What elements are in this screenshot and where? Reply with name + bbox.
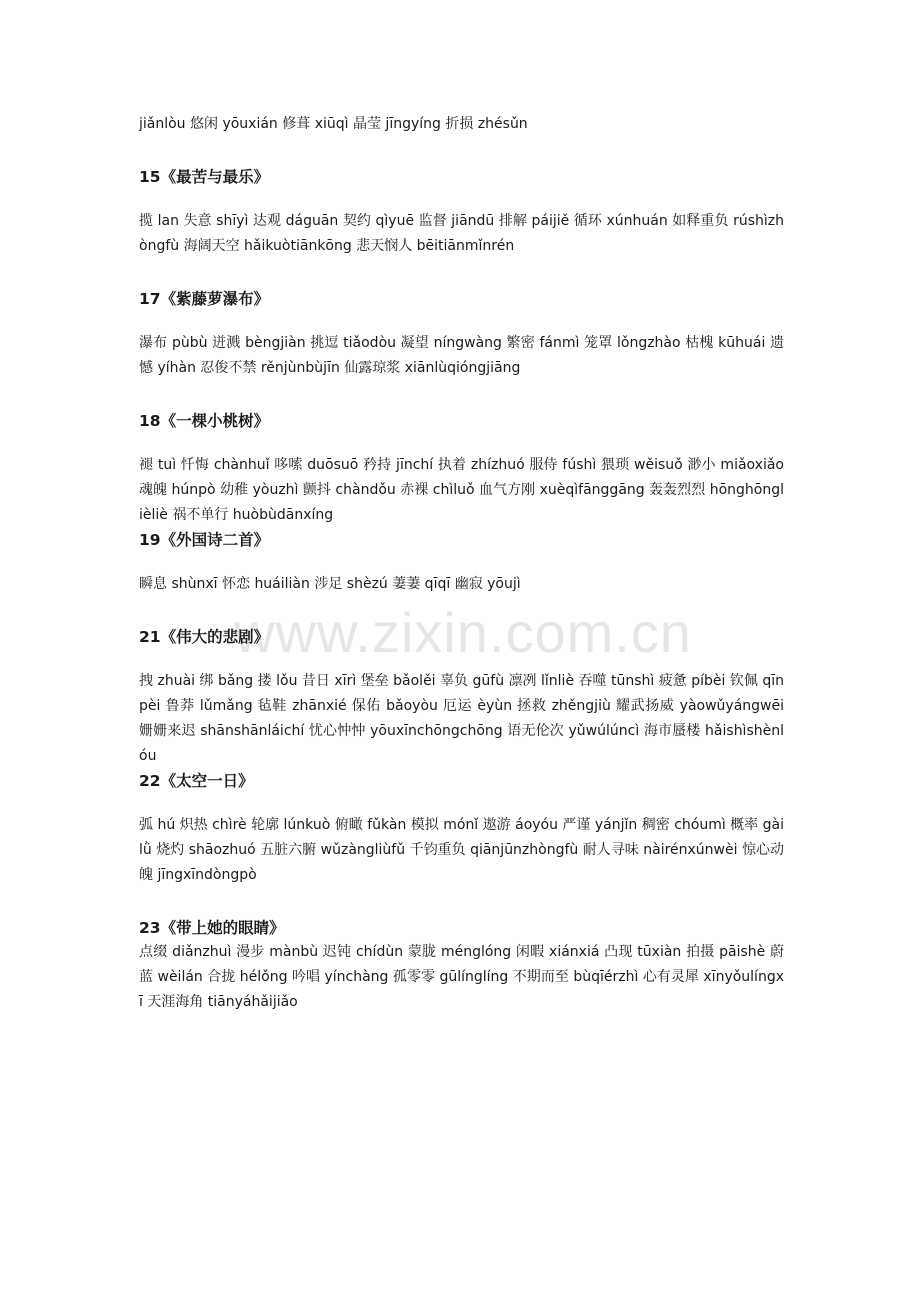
- section-title: 18《一棵小桃树》: [139, 412, 270, 430]
- section-title: 17《紫藤萝瀑布》: [139, 290, 270, 308]
- section-paragraph: 点缀 diǎnzhuì 漫步 mànbù 迟钝 chídùn 蒙胧 ménglóng 闲暇 xiánxiá 凸现 tūxiàn 拍摄 pāishè 蔚蓝 wèilán 合拢 hélǒng 吟唱 yínchàng 孤零零 gūlínglíng 不期而至 bùqīérzhì 心有灵犀 xīnyǒulíngxī 天涯海角 tiānyáhǎijiǎo: [139, 944, 784, 1010]
- section-title: 22《太空一日》: [139, 772, 254, 790]
- section-title: 23《带上她的眼睛》: [139, 919, 285, 937]
- section-paragraph: 拽 zhuài 绑 bǎng 搂 lǒu 昔日 xīrì 堡垒 bǎolěi 辜负 gūfù 凛冽 lǐnliè 吞噬 tūnshì 疲惫 píbèi 钦佩 qīnpèi 鲁莽 lǔmǎng 毡鞋 zhānxié 保佑 bǎoyòu 厄运 èyùn 拯救 zhěngjiù 耀武扬威 yàowǔyángwēi 姗姗来迟 shānshānláichí 忧心忡忡 yōuxīnchōngchōng 语无伦次 yǔwúlúncì 海市蜃楼 hǎishìshènlóu: [139, 673, 784, 764]
- section-paragraph: 弧 hú 炽热 chìrè 轮廓 lúnkuò 俯瞰 fǔkàn 模拟 mónǐ 遨游 áoyóu 严谨 yánjǐn 稠密 chóumì 概率 gàilǜ 烧灼 shāozhuó 五脏六腑 wǔzàngliùfǔ 千钧重负 qiānjūnzhòngfù 耐人寻味 nàirénxúnwèi 惊心动魄 jīngxīndòngpò: [139, 817, 784, 883]
- intro-paragraph: jiǎnlòu 悠闲 yōuxián 修葺 xiūqì 晶莹 jīngyíng 折损 zhésǔn: [139, 116, 528, 132]
- section-title: 21《伟大的悲剧》: [139, 628, 270, 646]
- document-page: [139, 112, 784, 1015]
- section-paragraph: 褪 tuì 忏悔 chànhuǐ 哆嗦 duōsuō 矜持 jīnchí 执着 zhízhuó 服侍 fúshì 猥琐 wěisuǒ 渺小 miǎoxiǎo 魂魄 húnpò 幼稚 yòuzhì 颤抖 chàndǒu 赤裸 chìluǒ 血气方刚 xuèqìfānggāng 轰轰烈烈 hōnghōnglièliè 祸不单行 huòbùdānxíng: [139, 457, 784, 523]
- watermark: www.zixin.com.cn: [234, 601, 692, 664]
- section-paragraph: 瞬息 shùnxī 怀恋 huáiliàn 涉足 shèzú 萋萋 qīqī 幽寂 yōujì: [139, 576, 521, 592]
- section-paragraph: 瀑布 pùbù 迸溅 bèngjiàn 挑逗 tiǎodòu 凝望 níngwàng 繁密 fánmì 笼罩 lǒngzhào 枯槐 kūhuái 遗憾 yíhàn 忍俊不禁 rěnjùnbùjīn 仙露琼浆 xiānlùqióngjiāng: [139, 335, 784, 376]
- section-title: 15《最苦与最乐》: [139, 168, 270, 186]
- section-paragraph: 揽 lan 失意 shīyì 达观 dáguān 契约 qìyuē 监督 jiāndū 排解 páijiě 循环 xúnhuán 如释重负 rúshìzhòngfù 海阔天空 hǎikuòtiānkōng 悲天悯人 bēitiānmǐnrén: [139, 213, 784, 254]
- section-title: 19《外国诗二首》: [139, 531, 270, 549]
